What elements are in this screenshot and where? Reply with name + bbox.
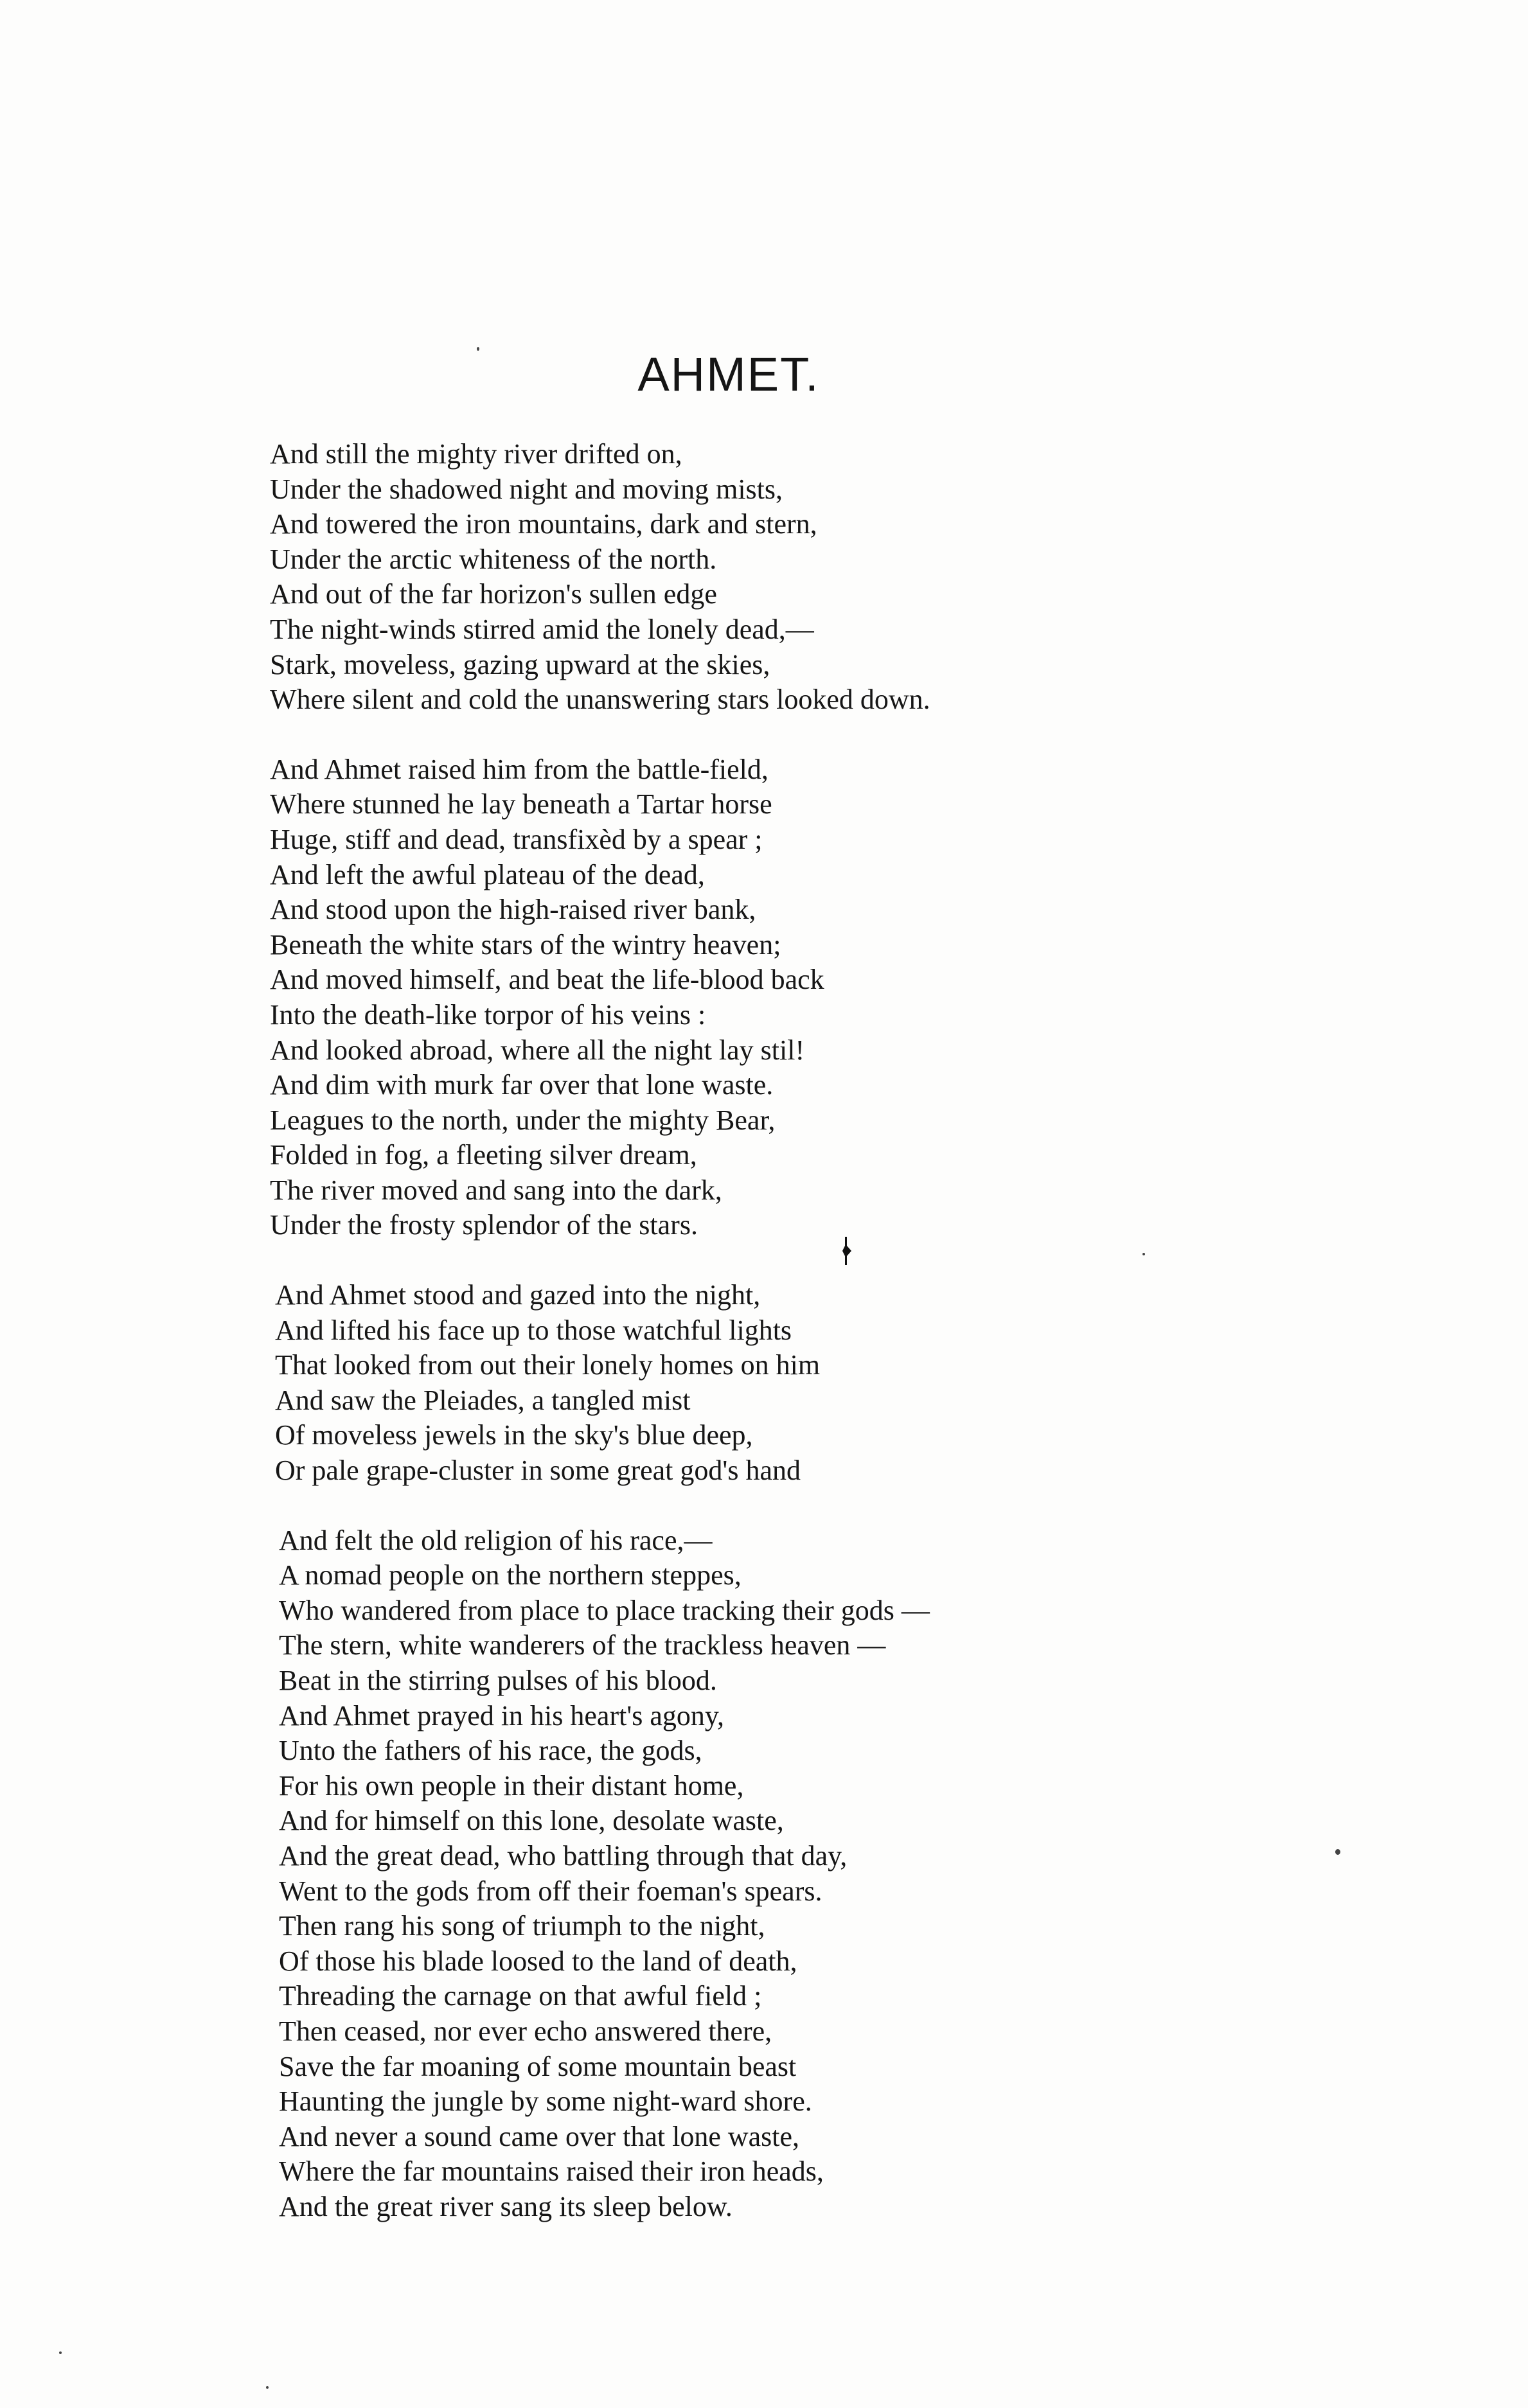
poem-line: Then rang his song of triumph to the night, [279,1910,765,1942]
page-speck [1335,1849,1340,1855]
poem-line: Of those his blade loosed to the land of death, [279,1945,797,1977]
poem-line: For his own people in their distant home, [279,1769,744,1802]
poem-line: That looked from out their lonely homes on him [275,1349,821,1381]
poem-line: Under the shadowed night and moving mists, [270,473,783,505]
poem-line: Where silent and cold the unanswering stars looked down. [270,684,930,716]
poem-line: The stern, white wanderers of the trackless heaven — [279,1629,886,1661]
poem-line: And looked abroad, where all the night lay stil! [270,1034,805,1066]
poem-line: And never a sound came over that lone waste, [279,2120,800,2152]
stanza-4 [279,1523,1459,2225]
poem-line: And Ahmet stood and gazed into the night, [275,1279,761,1311]
poem-line: Where stunned he lay beneath a Tartar horse [270,788,772,820]
poem-line: Of moveless jewels in the sky's blue deep, [275,1419,753,1451]
poem-body [270,437,1459,2260]
page-speck [477,347,479,351]
poem-line: Went to the gods from off their foeman's spears. [279,1875,822,1907]
printer-ornament-icon [842,1237,852,1265]
poem-line: Leagues to the north, under the mighty Bear, [270,1104,776,1136]
stanza-3 [275,1278,1459,1489]
poem-line: And stood upon the high-raised river bank, [270,894,756,926]
stanza-2 [270,752,1459,1243]
poem-line: Stark, moveless, gazing upward at the skies, [270,648,770,680]
page-speck [59,2351,62,2354]
poem-line: The river moved and sang into the dark, [270,1174,722,1206]
poem-title: AHMET. [637,348,820,401]
poem-line: The night-winds stirred amid the lonely dead,— [270,613,814,645]
poem-line: Save the far moaning of some mountain beast [279,2050,797,2082]
poem-line: And for himself on this lone, desolate waste, [279,1805,784,1837]
poem-line: And saw the Pleiades, a tangled mist [275,1384,691,1416]
poem-line: And left the awful plateau of the dead, [270,858,705,890]
poem-line: And Ahmet prayed in his heart's agony, [279,1699,725,1731]
poem-line: Who wandered from place to place tracking their gods — [279,1594,930,1626]
poem-line: Where the far mountains raised their iron heads, [279,2156,824,2188]
poem-line: And lifted his face up to those watchful lights [275,1314,792,1346]
stanza-1 [270,437,1459,718]
poem-line: And dim with murk far over that lone waste. [270,1069,774,1101]
poem-line: Or pale grape-cluster in some great god's hand [275,1455,801,1487]
page-speck [1142,1253,1145,1255]
poem-line: Then ceased, nor ever echo answered there, [279,2015,772,2047]
poem-line: And towered the iron mountains, dark and stern, [270,508,817,540]
poem-line: Huge, stiff and dead, transfixèd by a spear ; [270,823,763,855]
poem-line: Beneath the white stars of the wintry heaven; [270,928,781,961]
poem-line: And Ahmet raised him from the battle-field, [270,753,768,785]
page-speck [266,2386,269,2389]
poem-line: And still the mighty river drifted on, [270,438,682,470]
poem-line: Under the arctic whiteness of the north. [270,543,717,575]
poem-line: Unto the fathers of his race, the gods, [279,1735,702,1767]
poem-line: Haunting the jungle by some night-ward shore. [279,2085,812,2118]
poem-line: Beat in the stirring pulses of his blood. [279,1665,717,1696]
poem-line: Under the frosty splendor of the stars. [270,1209,698,1241]
poem-line: Folded in fog, a fleeting silver dream, [270,1139,697,1171]
poem-line: And the great dead, who battling through that day, [279,1839,848,1872]
poem-line: And the great river sang its sleep below. [279,2190,733,2222]
poem-line: A nomad people on the northern steppes, [279,1559,742,1591]
poem-line: Threading the carnage on that awful field ; [279,1980,762,2012]
poem-line: Into the death-like torpor of his veins : [270,998,706,1031]
poem-line: And felt the old religion of his race,— [279,1524,713,1556]
poem-line: And out of the far horizon's sullen edge [270,578,717,610]
poem-line: And moved himself, and beat the life-blood back [270,964,824,996]
